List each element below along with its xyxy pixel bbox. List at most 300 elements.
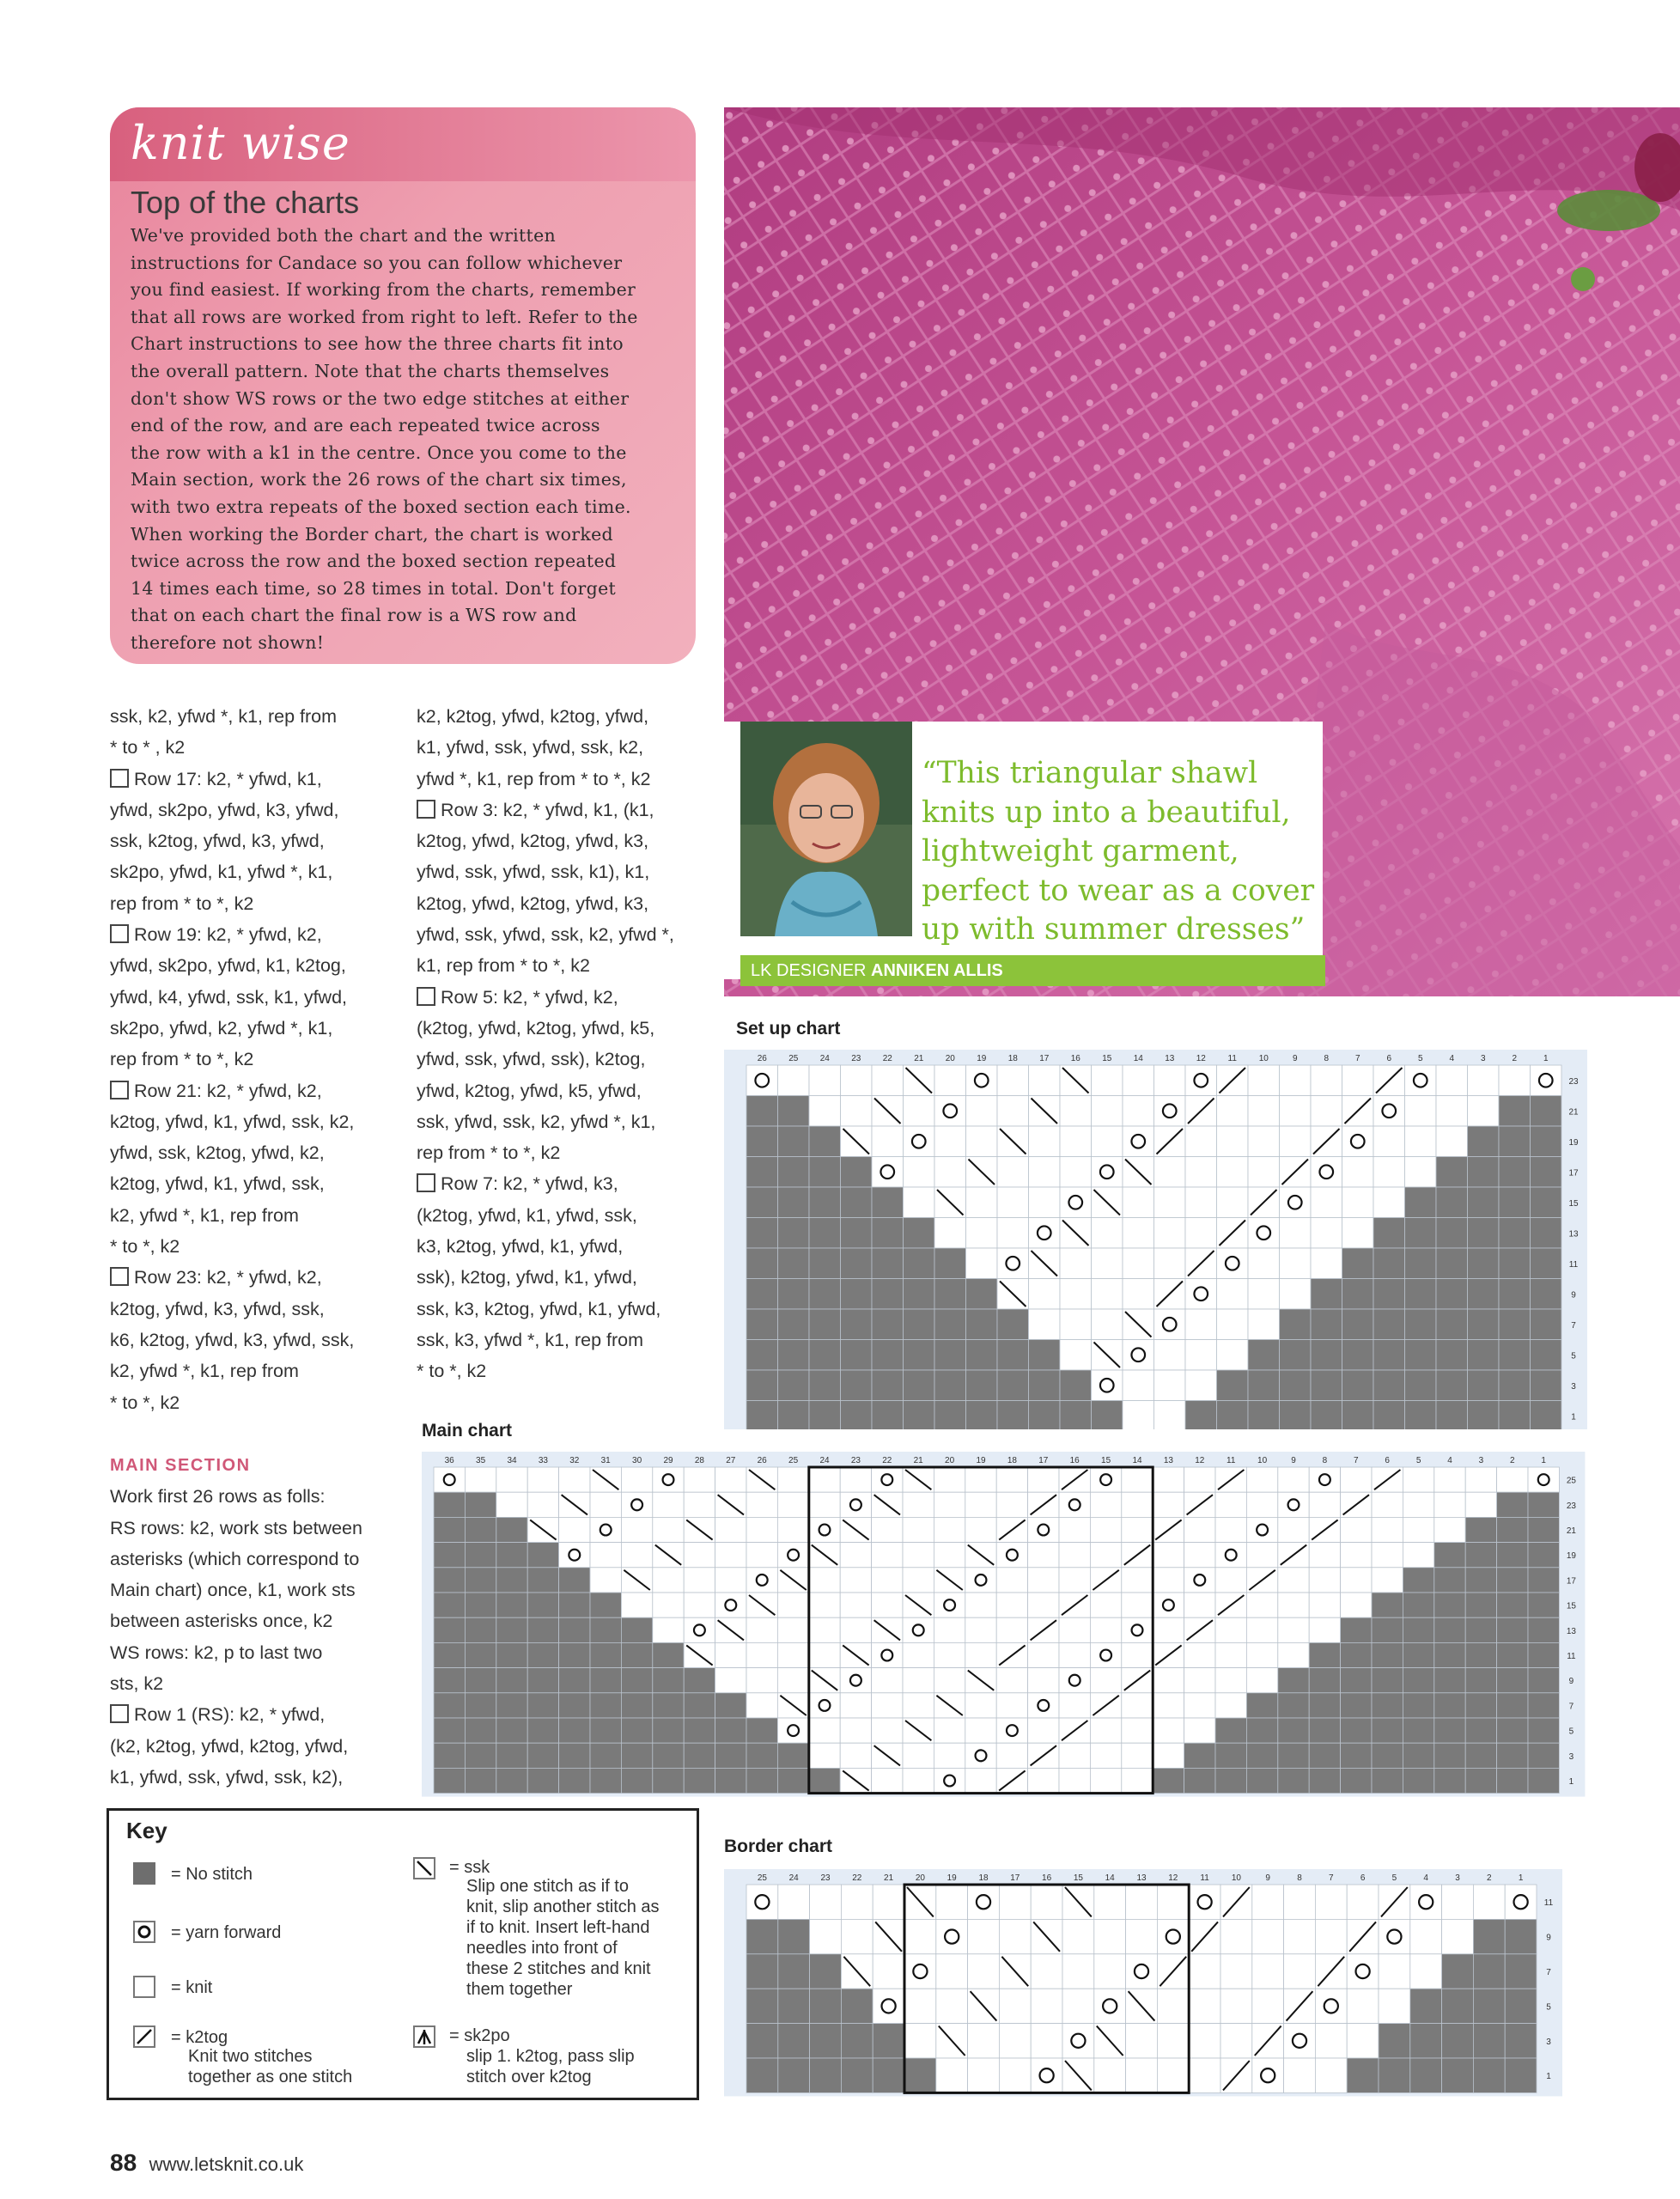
- col2-text: yfwd *, k1, rep from * to *, k2: [417, 768, 651, 789]
- main-chart-cell: [1372, 1718, 1403, 1743]
- main-chart-cell: [1403, 1568, 1433, 1593]
- main-chart-cell: [903, 1668, 934, 1693]
- main-chart-cell: [715, 1718, 746, 1743]
- main-chart-cell: [1403, 1543, 1433, 1568]
- col2-text: yfwd, ssk, yfwd, ssk, k2, yfwd *,: [417, 924, 674, 946]
- knitwise-line: end of the row, and are each repeated twice across: [131, 415, 600, 436]
- setup-chart-cell: [1436, 1370, 1468, 1401]
- main-chart-cell: [934, 1668, 965, 1693]
- main-chart-cell: [1246, 1768, 1277, 1793]
- main-chart-cell: [653, 1492, 684, 1517]
- main-chart-cell: [1184, 1593, 1215, 1617]
- col2-text: k2tog, yfwd, k2tog, yfwd, k3,: [417, 831, 649, 852]
- border-chart-cell: [1031, 2058, 1062, 2092]
- row-checkbox[interactable]: [110, 924, 129, 943]
- col2-line: [417, 856, 709, 887]
- main-chart-cell: [1246, 1642, 1277, 1667]
- border-chart-cell: [1157, 2024, 1189, 2058]
- main-chart-cell: [434, 1693, 465, 1718]
- main-chart-cell: [434, 1568, 465, 1593]
- col1-text: * to *, k2: [110, 1236, 180, 1258]
- main-chart-cell: [559, 1543, 590, 1568]
- setup-chart-cell: [1499, 1187, 1531, 1218]
- setup-chart-cell: [1499, 1157, 1531, 1188]
- main-chart-cell: [1497, 1668, 1528, 1693]
- main-chart-cell: [527, 1693, 558, 1718]
- main-chart-cell: [621, 1492, 652, 1517]
- border-chart-col-number: 7: [1329, 1873, 1334, 1883]
- main-chart-cell: [496, 1517, 527, 1542]
- setup-chart-cell: [904, 1279, 935, 1310]
- border-chart-cell: [1315, 2024, 1347, 2058]
- setup-chart-cell: [997, 1157, 1029, 1188]
- main-chart-cell: [840, 1593, 871, 1617]
- setup-chart-cell: [1499, 1218, 1531, 1249]
- main-chart-cell: [965, 1492, 996, 1517]
- row-checkbox[interactable]: [417, 987, 435, 1006]
- main-chart-cell: [1497, 1693, 1528, 1718]
- setup-chart-cell: [904, 1248, 935, 1279]
- main-chart-cell: [1122, 1593, 1153, 1617]
- main-chart-cell: [715, 1517, 746, 1542]
- main-chart-cell: [684, 1617, 715, 1642]
- main-chart-row-number: 21: [1566, 1526, 1576, 1536]
- col2-line: [417, 1075, 709, 1106]
- main-chart-cell: [965, 1642, 996, 1667]
- setup-chart-col-number: 25: [788, 1054, 799, 1063]
- main-chart-cell: [1309, 1568, 1340, 1593]
- main-chart-cell: [590, 1517, 621, 1542]
- main-chart-cell: [1153, 1718, 1184, 1743]
- setup-chart-cell: [778, 1157, 810, 1188]
- setup-chart-cell: [1092, 1309, 1123, 1340]
- main-chart-cell: [1434, 1768, 1465, 1793]
- col2-line: [417, 1044, 709, 1075]
- main-chart-col-number: 1: [1541, 1456, 1546, 1465]
- main-chart-cell: [1059, 1517, 1090, 1542]
- main-section-heading: MAIN SECTION: [110, 1456, 251, 1475]
- main-chart-cell: [559, 1617, 590, 1642]
- setup-chart-cell: [841, 1218, 873, 1249]
- main-chart-cell: [527, 1617, 558, 1642]
- knitwise-label: knit wise: [131, 116, 350, 170]
- main-chart-cell: [1028, 1517, 1059, 1542]
- main-chart-cell: [1153, 1743, 1184, 1768]
- main-chart-cell: [496, 1693, 527, 1718]
- main-chart-cell: [465, 1543, 496, 1568]
- setup-chart: [724, 1050, 1613, 1429]
- setup-chart-cell: [1531, 1401, 1562, 1430]
- border-chart-cell: [1252, 1954, 1284, 1989]
- main-chart-cell: [777, 1617, 808, 1642]
- main-chart-cell: [746, 1642, 777, 1667]
- main-chart-cell: [1309, 1467, 1340, 1492]
- setup-chart-cell: [746, 1340, 778, 1371]
- main-chart-col-number: 22: [882, 1456, 892, 1465]
- row-checkbox[interactable]: [110, 1081, 129, 1100]
- main-chart: [422, 1452, 1620, 1797]
- main-chart-cell: [1434, 1718, 1465, 1743]
- setup-chart-cell: [809, 1370, 841, 1401]
- row-checkbox[interactable]: [110, 1704, 129, 1723]
- setup-chart-cell: [1531, 1340, 1562, 1371]
- main-chart-cell: [434, 1543, 465, 1568]
- col1-text: * to *, k2: [110, 1392, 180, 1413]
- setup-chart-cell: [1154, 1157, 1186, 1188]
- main-chart-cell: [590, 1642, 621, 1667]
- no-stitch-swatch: [133, 1862, 155, 1885]
- main-chart-cell: [934, 1743, 965, 1768]
- main-chart-cell: [465, 1492, 496, 1517]
- border-chart-row-number: 7: [1546, 1968, 1551, 1977]
- setup-chart-cell: [872, 1309, 904, 1340]
- setup-chart-cell: [1436, 1248, 1468, 1279]
- setup-chart-cell: [778, 1065, 810, 1096]
- row-checkbox[interactable]: [110, 1267, 129, 1286]
- main-chart-cell: [1059, 1743, 1090, 1768]
- border-chart-cell: [1410, 1954, 1442, 1989]
- main-chart-cell: [903, 1543, 934, 1568]
- setup-chart-cell: [1373, 1340, 1405, 1371]
- main-chart-cell: [1028, 1693, 1059, 1718]
- key-yarn-forward: = yarn forward: [171, 1923, 282, 1942]
- main-chart-col-number: 18: [1007, 1456, 1017, 1465]
- setup-chart-cell: [934, 1279, 966, 1310]
- knitwise-box: [110, 107, 696, 664]
- main-chart-row-number: 17: [1566, 1576, 1576, 1587]
- key-sk2po-desc-0: slip 1. k2tog, pass slip: [466, 2047, 635, 2066]
- col1-text: Row 19: k2, * yfwd, k2,: [134, 924, 322, 946]
- border-chart-cell: [1473, 1885, 1505, 1919]
- main-chart-cell: [1497, 1743, 1528, 1768]
- setup-chart-cell: [1123, 1401, 1154, 1430]
- main-chart-cell: [1153, 1568, 1184, 1593]
- main-chart-cell: [1028, 1467, 1059, 1492]
- border-chart-cell: [746, 1885, 778, 1919]
- main-chart-cell: [1215, 1768, 1246, 1793]
- main-chart-cell: [809, 1743, 840, 1768]
- col2-line: [417, 1106, 709, 1137]
- setup-chart-cell: [966, 1309, 998, 1340]
- main-chart-cell: [996, 1693, 1027, 1718]
- border-chart-col-number: 12: [1168, 1873, 1178, 1883]
- main-chart-cell: [1059, 1668, 1090, 1693]
- setup-chart-cell: [1405, 1279, 1437, 1310]
- col1-text: Row 23: k2, * yfwd, k2,: [134, 1267, 322, 1288]
- setup-chart-cell: [966, 1340, 998, 1371]
- border-chart-cell: [1315, 2058, 1347, 2092]
- yarn-forward-icon: [133, 1921, 155, 1943]
- main-chart-cell: [996, 1492, 1027, 1517]
- main-chart-cell: [840, 1668, 871, 1693]
- main-chart-cell: [653, 1568, 684, 1593]
- main-chart-cell: [465, 1642, 496, 1667]
- main-chart-row-number: 23: [1566, 1501, 1576, 1511]
- main-chart-cell: [1028, 1768, 1059, 1793]
- main-chart-cell: [434, 1467, 465, 1492]
- main-section-lines: [110, 1481, 393, 1793]
- border-chart-cell: [1347, 2024, 1379, 2058]
- main-section-line: [110, 1513, 393, 1544]
- main-chart-row-number: 13: [1566, 1626, 1576, 1636]
- main-chart-cell: [1184, 1517, 1215, 1542]
- main-chart-cell: [527, 1642, 558, 1667]
- border-chart-cell: [1284, 1885, 1316, 1919]
- main-chart-cell: [1215, 1668, 1246, 1693]
- border-chart-cell: [904, 2058, 936, 2092]
- main-chart-cell: [1184, 1543, 1215, 1568]
- setup-chart-cell: [1468, 1340, 1500, 1371]
- setup-chart-cell: [1029, 1340, 1061, 1371]
- main-chart-cell: [840, 1693, 871, 1718]
- main-chart-cell: [1465, 1543, 1496, 1568]
- setup-chart-cell: [746, 1370, 778, 1401]
- main-chart-cell: [434, 1517, 465, 1542]
- border-chart-cell: [968, 1954, 1000, 1989]
- setup-chart-cell: [746, 1096, 778, 1127]
- main-chart-cell: [559, 1768, 590, 1793]
- main-chart-cell: [1278, 1568, 1309, 1593]
- border-chart-col-number: 18: [978, 1873, 989, 1883]
- border-chart-cell: [1473, 1989, 1505, 2023]
- main-chart-cell: [1341, 1617, 1372, 1642]
- main-chart-cell: [559, 1668, 590, 1693]
- setup-chart-col-number: 15: [1102, 1054, 1112, 1063]
- key-ssk-desc-3: needles into front of: [466, 1939, 618, 1958]
- col1-text: Row 21: k2, * yfwd, k2,: [134, 1080, 322, 1101]
- col1-text: * to * , k2: [110, 737, 186, 758]
- setup-chart-cell: [1373, 1248, 1405, 1279]
- setup-chart-col-number: 24: [819, 1054, 830, 1063]
- main-chart-cell: [1090, 1617, 1121, 1642]
- key-k2tog: = k2tog: [171, 2028, 228, 2047]
- main-chart-cell: [996, 1617, 1027, 1642]
- col2-line: [417, 1355, 709, 1386]
- setup-chart-cell: [1217, 1157, 1249, 1188]
- main-chart-cell: [1153, 1668, 1184, 1693]
- footer-url: www.letsknit.co.uk: [149, 2153, 304, 2175]
- main-chart-cell: [1215, 1543, 1246, 1568]
- main-chart-col-number: 27: [726, 1456, 736, 1465]
- key-ssk-desc-2: if to knit. Insert left-hand: [466, 1918, 650, 1937]
- main-chart-cell: [1528, 1593, 1559, 1617]
- main-chart-cell: [465, 1693, 496, 1718]
- main-chart-cell: [1497, 1517, 1528, 1542]
- setup-chart-cell: [1092, 1157, 1123, 1188]
- main-chart-cell: [559, 1743, 590, 1768]
- main-chart-cell: [1059, 1768, 1090, 1793]
- main-chart-cell: [1465, 1617, 1496, 1642]
- setup-chart-cell: [778, 1401, 810, 1430]
- main-chart-cell: [1215, 1517, 1246, 1542]
- main-chart-cell: [1122, 1617, 1153, 1642]
- border-chart-cell: [999, 2058, 1031, 2092]
- col2-line: [417, 888, 709, 919]
- main-chart-cell: [746, 1668, 777, 1693]
- main-chart-cell: [872, 1718, 903, 1743]
- main-chart-cell: [840, 1743, 871, 1768]
- main-chart-col-number: 5: [1415, 1456, 1421, 1465]
- main-chart-cell: [621, 1593, 652, 1617]
- border-chart-cell: [1442, 2058, 1474, 2092]
- col1-line: [110, 919, 393, 950]
- setup-chart-cell: [1436, 1401, 1468, 1430]
- setup-chart-cell: [1060, 1157, 1092, 1188]
- border-chart-col-number: 22: [852, 1873, 862, 1883]
- setup-chart-cell: [1248, 1248, 1280, 1279]
- setup-chart-cell: [934, 1126, 966, 1157]
- border-chart-cell: [1157, 1885, 1189, 1919]
- setup-chart-cell: [934, 1096, 966, 1127]
- border-chart-cell: [1505, 1885, 1537, 1919]
- setup-chart-cell: [1217, 1279, 1249, 1310]
- border-chart-cell: [1189, 1989, 1220, 2023]
- col2-text: k2tog, yfwd, k2tog, yfwd, k3,: [417, 892, 649, 914]
- row-checkbox[interactable]: [417, 800, 435, 819]
- setup-chart-cell: [1311, 1370, 1342, 1401]
- main-chart-cell: [1403, 1768, 1433, 1793]
- main-chart-cell: [1341, 1568, 1372, 1593]
- setup-chart-col-number: 1: [1543, 1054, 1549, 1063]
- main-chart-cell: [527, 1467, 558, 1492]
- main-chart-cell: [872, 1768, 903, 1793]
- row-checkbox[interactable]: [110, 769, 129, 788]
- main-chart-cell: [809, 1642, 840, 1667]
- main-chart-cell: [1372, 1593, 1403, 1617]
- border-chart-cell: [1284, 1954, 1316, 1989]
- setup-chart-cell: [778, 1218, 810, 1249]
- main-chart-cell: [1465, 1693, 1496, 1718]
- setup-chart-cell: [1060, 1309, 1092, 1340]
- setup-chart-cell: [1280, 1187, 1312, 1218]
- setup-chart-cell: [1185, 1309, 1217, 1340]
- setup-chart-cell: [1092, 1096, 1123, 1127]
- main-chart-cell: [559, 1693, 590, 1718]
- key-k2tog-desc-1: together as one stitch: [188, 2068, 353, 2086]
- border-chart-cell: [746, 2024, 778, 2058]
- col2-text: Row 3: k2, * yfwd, k1, (k1,: [441, 799, 654, 820]
- col1-line: [110, 764, 393, 795]
- col1-line: [110, 1387, 393, 1418]
- main-chart-col-number: 25: [788, 1456, 799, 1465]
- setup-chart-cell: [746, 1218, 778, 1249]
- setup-chart-cell: [841, 1279, 873, 1310]
- main-chart-cell: [809, 1693, 840, 1718]
- main-chart-cell: [746, 1568, 777, 1593]
- main-chart-cell: [465, 1467, 496, 1492]
- setup-chart-cell: [1123, 1370, 1154, 1401]
- col1-line: [110, 1294, 393, 1325]
- main-chart-cell: [840, 1467, 871, 1492]
- main-chart-col-number: 11: [1227, 1456, 1236, 1465]
- key-title: Key: [126, 1818, 167, 1843]
- setup-chart-cell: [934, 1309, 966, 1340]
- main-section-line: [110, 1575, 393, 1605]
- setup-chart-cell: [1248, 1096, 1280, 1127]
- instructions-column-1: [110, 701, 393, 1418]
- border-chart-col-number: 9: [1265, 1873, 1270, 1883]
- main-chart-cell: [653, 1467, 684, 1492]
- setup-chart-cell: [904, 1187, 935, 1218]
- border-chart-cell: [968, 2024, 1000, 2058]
- setup-chart-cell: [1060, 1248, 1092, 1279]
- setup-chart-cell: [1468, 1065, 1500, 1096]
- setup-chart-cell: [1468, 1248, 1500, 1279]
- setup-chart-cell: [934, 1340, 966, 1371]
- main-chart-cell: [1528, 1768, 1559, 1793]
- main-chart-cell: [1528, 1517, 1559, 1542]
- border-chart-cell: [1031, 1954, 1062, 1989]
- setup-chart-cell: [1342, 1157, 1374, 1188]
- main-chart-cell: [1434, 1467, 1465, 1492]
- border-chart-cell: [1379, 1919, 1410, 1953]
- border-chart-col-number: 25: [757, 1873, 767, 1883]
- main-chart-cell: [1059, 1568, 1090, 1593]
- main-chart-cell: [1246, 1718, 1277, 1743]
- border-chart-col-number: 6: [1360, 1873, 1366, 1883]
- main-chart-cell: [1372, 1642, 1403, 1667]
- setup-chart-cell: [778, 1096, 810, 1127]
- setup-chart-col-number: 12: [1196, 1054, 1206, 1063]
- main-chart-cell: [965, 1517, 996, 1542]
- setup-chart-cell: [1217, 1401, 1249, 1430]
- border-chart-cell: [1252, 1885, 1284, 1919]
- main-chart-cell: [840, 1568, 871, 1593]
- main-chart-cell: [1184, 1642, 1215, 1667]
- setup-chart-cell: [1405, 1218, 1437, 1249]
- main-section-line: [110, 1762, 393, 1793]
- setup-chart-cell: [1499, 1370, 1531, 1401]
- main-chart-cell: [777, 1517, 808, 1542]
- main-chart-cell: [1434, 1593, 1465, 1617]
- border-chart-cell: [778, 2058, 810, 2092]
- knitwise-line: When working the Border chart, the chart is worked: [131, 523, 613, 545]
- setup-chart-cell: [1029, 1309, 1061, 1340]
- main-chart-cell: [621, 1467, 652, 1492]
- border-chart-cell: [1220, 1989, 1252, 2023]
- main-chart-cell: [1090, 1668, 1121, 1693]
- setup-chart-cell: [1280, 1401, 1312, 1430]
- setup-chart-cell: [1092, 1126, 1123, 1157]
- setup-chart-cell: [1311, 1218, 1342, 1249]
- designer-name: ANNIKEN ALLIS: [871, 961, 1003, 980]
- setup-chart-cell: [966, 1096, 998, 1127]
- main-chart-cell: [1341, 1718, 1372, 1743]
- setup-chart-cell: [934, 1401, 966, 1430]
- setup-chart-cell: [1373, 1126, 1405, 1157]
- main-chart-cell: [1059, 1642, 1090, 1667]
- border-chart-cell: [936, 1954, 968, 1989]
- border-chart-cell: [1505, 1954, 1537, 1989]
- main-chart-cell: [965, 1718, 996, 1743]
- main-chart-cell: [684, 1693, 715, 1718]
- setup-chart-row-number: 13: [1568, 1229, 1579, 1240]
- setup-chart-cell: [1092, 1279, 1123, 1310]
- setup-chart-cell: [1468, 1401, 1500, 1430]
- setup-chart-cell: [1373, 1096, 1405, 1127]
- main-section-line: [110, 1699, 393, 1730]
- setup-chart-cell: [1405, 1340, 1437, 1371]
- main-chart-cell: [684, 1743, 715, 1768]
- setup-chart-cell: [1531, 1279, 1562, 1310]
- row-checkbox[interactable]: [417, 1173, 435, 1192]
- main-chart-cell: [1184, 1467, 1215, 1492]
- main-chart-cell: [1122, 1467, 1153, 1492]
- setup-chart-col-number: 11: [1227, 1054, 1237, 1063]
- main-chart-cell: [1278, 1693, 1309, 1718]
- main-chart-cell: [1403, 1693, 1433, 1718]
- main-chart-cell: [1434, 1568, 1465, 1593]
